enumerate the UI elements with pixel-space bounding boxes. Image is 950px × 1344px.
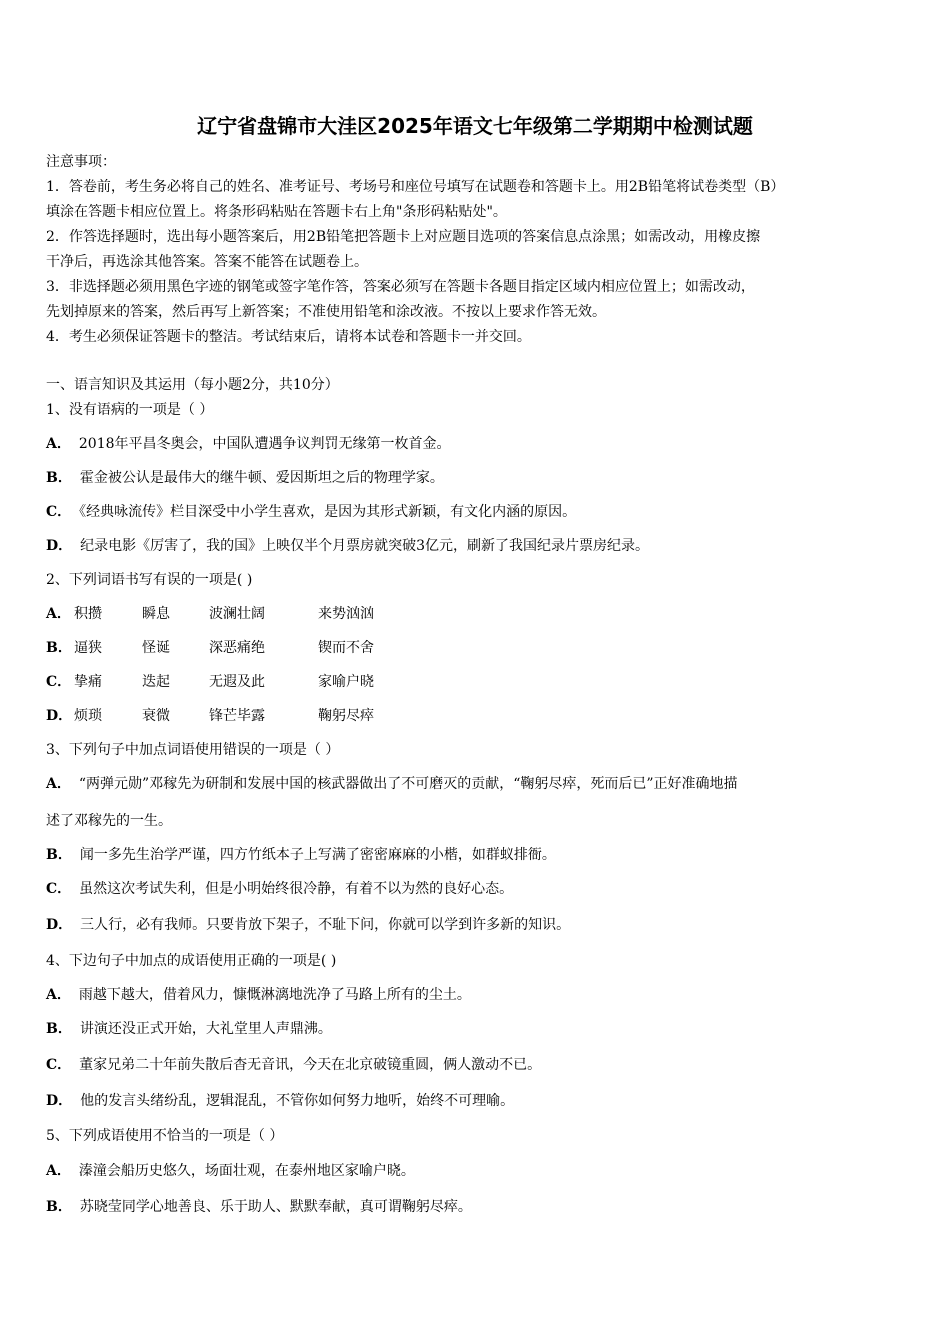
word: 挚痛 — [74, 674, 102, 690]
word: 鞠躬尽瘁 — [318, 708, 374, 724]
option-label: D． — [46, 917, 73, 933]
notes-heading: 注意事项： — [46, 154, 116, 170]
q4-option-b — [46, 1017, 906, 1041]
option-label: C． — [46, 881, 72, 897]
question-3-stem: 3、下列句子中加点词语使用错误的一项是（ ） — [46, 742, 340, 758]
option-label: A． — [46, 606, 71, 622]
word: 深恶痛绝 — [209, 640, 265, 656]
q3-option-a — [46, 772, 906, 796]
q1-option-c — [46, 500, 906, 524]
option-label: A． — [46, 436, 71, 452]
option-label: C． — [46, 504, 72, 520]
word: 来势汹汹 — [318, 606, 374, 622]
option-label: A． — [46, 1163, 71, 1179]
option-label: D． — [46, 708, 73, 724]
option-label: B． — [46, 1199, 72, 1215]
option-text: 三人行，必有我师。只要肯放下架子，不耻下问，你就可以学到许多新的知识。 — [80, 917, 571, 933]
option-text: 讲演还没正式开始，大礼堂里人声鼎沸。 — [79, 1021, 332, 1037]
question-1-stem: 1、没有语病的一项是（ ） — [46, 402, 214, 418]
question-2-stem: 2、下列词语书写有误的一项是( ) — [46, 572, 253, 588]
option-label: B． — [46, 470, 72, 486]
notes-block — [46, 150, 906, 350]
option-label: B． — [46, 847, 72, 863]
q2-option-a — [46, 602, 374, 626]
q5-option-a — [46, 1159, 906, 1183]
word: 积攒 — [74, 606, 102, 622]
option-label: A． — [46, 776, 71, 792]
q4-option-a — [46, 983, 906, 1007]
q4-option-c — [46, 1053, 906, 1077]
word: 逼狭 — [74, 640, 102, 656]
notes-line: 1．答卷前，考生务必将自己的姓名、准考证号、考场号和座位号填写在试题卷和答题卡上。用2B铅笔将试卷类型（B） — [46, 179, 785, 195]
option-text: 雨越下越大，借着风力，慷慨淋漓地洗净了马路上所有的尘土。 — [78, 987, 471, 1003]
option-label: D． — [46, 1093, 73, 1109]
option-text: 纪录电影《厉害了，我的国》上映仅半个月票房就突破3亿元，刷新了我国纪录片票房纪录。 — [80, 538, 650, 554]
word: 无遐及此 — [209, 674, 265, 690]
notes-line: 3．非选择题必须用黑色字迹的钢笔或签字笔作答，答案必须写在答题卡各题目指定区域内相应位置上；如需改动， — [46, 279, 755, 295]
page-title: 辽宁省盘锦市大洼区2025年语文七年级第二学期期中检测试题 — [197, 114, 753, 138]
section-heading: 一、语言知识及其运用（每小题2分，共10分） — [46, 377, 339, 393]
option-label: C． — [46, 1057, 72, 1073]
word: 家喻户晓 — [318, 674, 374, 690]
option-label: A． — [46, 987, 71, 1003]
q3-option-a-cont: 述了邓稼先的一生。 — [46, 813, 172, 829]
option-text: 苏晓莹同学心地善良、乐于助人、默默奉献，真可谓鞠躬尽瘁。 — [79, 1199, 472, 1215]
word: 锋芒毕露 — [209, 708, 265, 724]
q3-option-c — [46, 877, 906, 901]
word: 锲而不舍 — [318, 640, 374, 656]
q1-option-a — [46, 432, 906, 456]
option-text: “两弹元勋”邓稼先为研制和发展中国的核武器做出了不可磨灭的贡献，“鞠躬尽瘁，死而后已”正好准确地描 — [78, 776, 738, 792]
option-text: 董家兄弟二十年前失散后杳无音讯，今天在北京破镜重圆，俩人激动不已。 — [79, 1057, 542, 1073]
q1-option-b — [46, 466, 906, 490]
word: 怪诞 — [142, 640, 170, 656]
q1-option-d — [46, 534, 906, 558]
word: 迭起 — [142, 674, 170, 690]
option-label: C． — [46, 674, 72, 690]
notes-line: 填涂在答题卡相应位置上。将条形码粘贴在答题卡右上角"条形码粘贴处"。 — [46, 204, 507, 220]
option-text: 闻一多先生治学严谨，四方竹纸本子上写满了密密麻麻的小楷，如群蚁排衙。 — [79, 847, 556, 863]
question-4-stem: 4、下边句子中加点的成语使用正确的一项是( ) — [46, 953, 337, 969]
q2-option-d — [46, 704, 374, 728]
word: 烦琐 — [74, 708, 102, 724]
option-text: 2018年平昌冬奥会，中国队遭遇争议判罚无缘第一枚首金。 — [78, 436, 451, 452]
option-text: 溱潼会船历史悠久，场面壮观，在泰州地区家喻户晓。 — [78, 1163, 415, 1179]
question-5-stem: 5、下列成语使用不恰当的一项是（ ） — [46, 1128, 284, 1144]
notes-line: 2．作答选择题时，选出每小题答案后，用2B铅笔把答题卡上对应题目选项的答案信息点涂黑；如需改动，用橡皮擦 — [46, 229, 761, 245]
q2-option-b — [46, 636, 374, 660]
option-label: D． — [46, 538, 73, 554]
q3-option-b — [46, 843, 906, 867]
option-label: B． — [46, 1021, 72, 1037]
word: 瞬息 — [142, 606, 170, 622]
notes-line: 先划掉原来的答案，然后再写上新答案；不准使用铅笔和涂改液。不按以上要求作答无效。 — [46, 304, 606, 320]
q3-option-d — [46, 913, 906, 937]
option-text: 他的发言头绪纷乱，逻辑混乱，不管你如何努力地听，始终不可理喻。 — [80, 1093, 515, 1109]
word: 波澜壮阔 — [209, 606, 265, 622]
q5-option-b — [46, 1195, 906, 1219]
option-text: 霍金被公认是最伟大的继牛顿、爱因斯坦之后的物理学家。 — [79, 470, 444, 486]
q2-option-c — [46, 670, 374, 694]
notes-line: 4．考生必须保证答题卡的整洁。考试结束后，请将本试卷和答题卡一并交回。 — [46, 329, 531, 345]
word: 衰微 — [142, 708, 170, 724]
option-label: B． — [46, 640, 72, 656]
option-text: 虽然这次考试失利，但是小明始终很冷静，有着不以为然的良好心态。 — [79, 881, 514, 897]
q4-option-d — [46, 1089, 906, 1113]
notes-line: 干净后，再选涂其他答案。答案不能答在试题卷上。 — [46, 254, 368, 270]
option-text: 《经典咏流传》栏目深受中小学生喜欢，是因为其形式新颖，有文化内涵的原因。 — [79, 504, 577, 520]
